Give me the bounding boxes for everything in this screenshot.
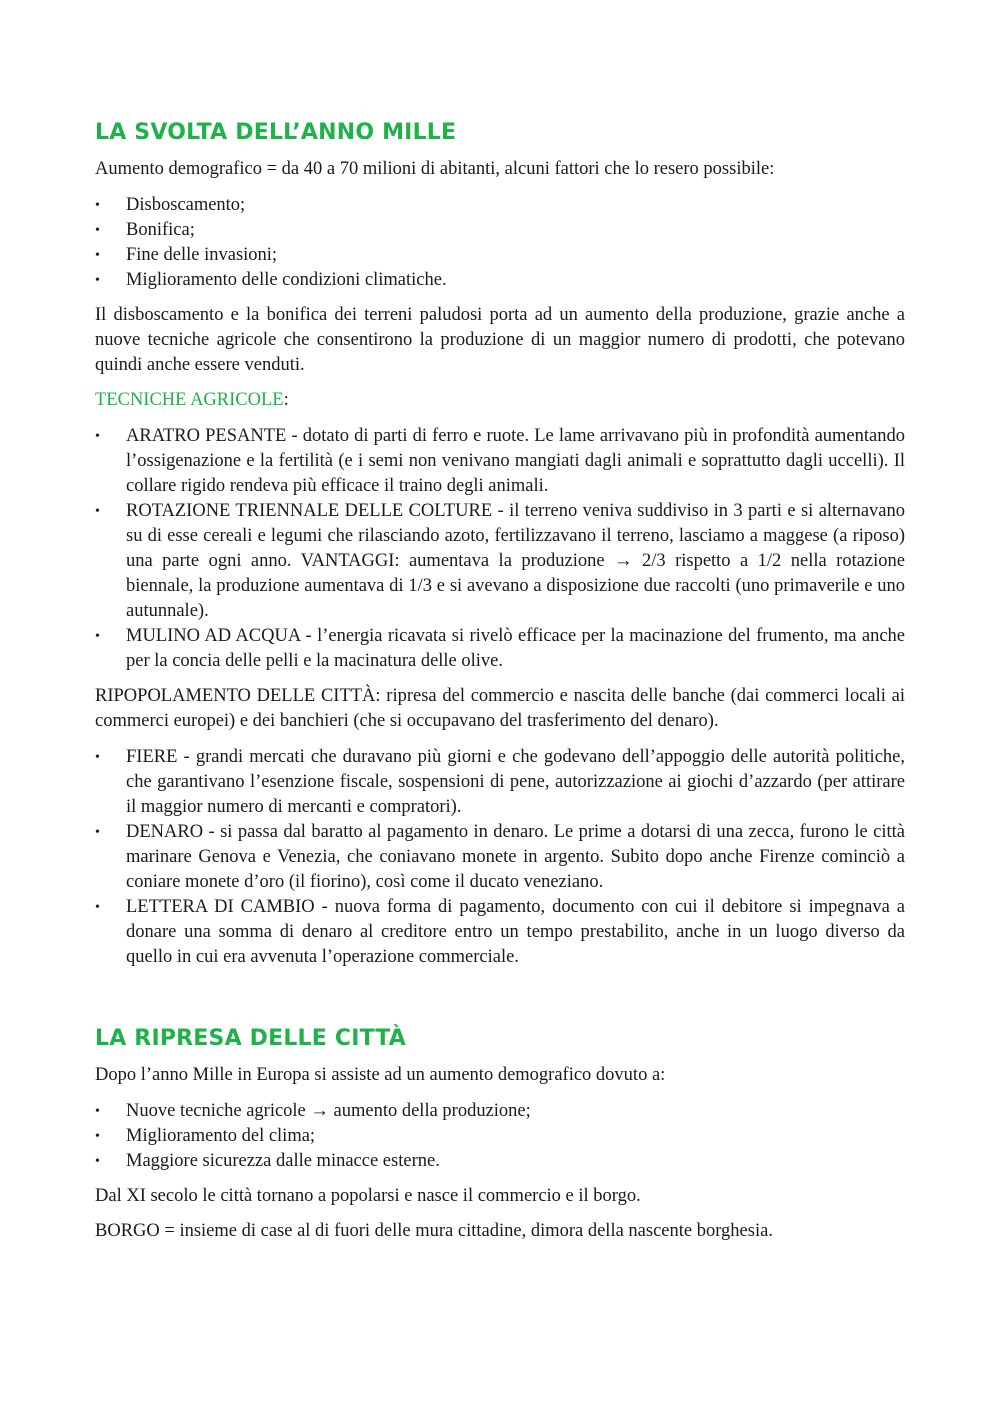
- document-page: [95, 0, 905, 1244]
- list-item: • Miglioramento del clima;: [95, 1124, 905, 1149]
- bullet-icon: •: [95, 223, 100, 238]
- bullet-icon: •: [95, 750, 100, 765]
- bullet-icon: •: [95, 825, 100, 840]
- section-title-svolta: LA SVOLTA DELL’ANNO MILLE: [95, 120, 457, 145]
- list-item: • Disboscamento;: [95, 193, 905, 218]
- bullet-icon: •: [95, 900, 100, 915]
- list-item: • LETTERA DI CAMBIO - nuova forma di pagamento, documento con cui il debitore si impegnava a donare una somma di denaro al creditore entro un tempo prestabilito, anche in un luogo diverso da quello in cui era avvenuta l’operazione commerciale.: [95, 897, 905, 967]
- list-item: • DENARO - si passa dal baratto al pagamento in denaro. Le prime a dotarsi di una zecca, furono le città marinare Genova e Venezia, che coniavano monete in argento. Subito dopo anche Firenze cominciò a coniare monete d’oro (il fiorino), così come il ducato veneziano.: [95, 822, 905, 892]
- bullet-icon: •: [95, 273, 100, 288]
- bullet-icon: •: [95, 1154, 100, 1169]
- commerce-list: [95, 745, 905, 970]
- bullet-icon: •: [95, 629, 100, 644]
- causes-list: [95, 1099, 905, 1174]
- list-item: • ARATRO PESANTE - dotato di parti di ferro e ruote. Le lame arrivavano più in profondità aumentando l’ossigenazione e la fertilità (e i semi non venivano mangiati dagli animali e soprattutto dagli uccelli). Il collare rigido rendeva più efficace il traino degli animali.: [95, 426, 905, 496]
- list-item: • ROTAZIONE TRIENNALE DELLE COLTURE - il terreno veniva suddiviso in 3 parti e si alternavano su di esse cereali e legumi che rilasciando azoto, fertilizzavano il terreno, lasciamo a maggese (a riposo) una parte ogni anno. VANTAGGI: aumentava la produzione → 2/3 rispetto a 1/2 nella rotazione biennale, la produzione aumentava di 1/3 e si avevano a disposizione due raccolti (uno primaverile e uno autunnale).: [95, 501, 905, 621]
- bullet-icon: •: [95, 1104, 100, 1119]
- list-item: • FIERE - grandi mercati che duravano più giorni e che godevano dell’appoggio delle autorità politiche, che garantivano l’esenzione fiscale, sospensioni di pene, autorizzazione ai giochi d’azzardo (per attirare il maggior numero di mercanti e compratori).: [95, 747, 905, 817]
- bullet-icon: •: [95, 429, 100, 444]
- list-item: • Miglioramento delle condizioni climatiche.: [95, 268, 905, 293]
- list-item: • Bonifica;: [95, 218, 905, 243]
- factors-list: [95, 193, 905, 293]
- techniques-list: [95, 424, 905, 674]
- bullet-icon: •: [95, 1129, 100, 1144]
- techniques-heading: TECNICHE AGRICOLE:: [95, 390, 289, 410]
- list-item: • MULINO AD ACQUA - l’energia ricavata si rivelò efficace per la macinazione del frumento, ma anche per la concia delle pelli e la macinatura delle olive.: [95, 626, 905, 671]
- body-paragraph: Dal XI secolo le città tornano a popolarsi e nasce il commercio e il borgo.: [95, 1186, 641, 1206]
- body-paragraph: BORGO = insieme di case al di fuori delle mura cittadine, dimora della nascente borghesia.: [95, 1221, 773, 1241]
- list-item: • Maggiore sicurezza dalle minacce esterne.: [95, 1149, 905, 1174]
- intro-paragraph: Aumento demografico = da 40 a 70 milioni di abitanti, alcuni fattori che lo resero possibile:: [95, 159, 775, 179]
- bullet-icon: •: [95, 198, 100, 213]
- intro-paragraph: Dopo l’anno Mille in Europa si assiste ad un aumento demografico dovuto a:: [95, 1065, 666, 1085]
- body-paragraph: Il disboscamento e la bonifica dei terreni paludosi porta ad un aumento della produzione, grazie anche a nuove tecniche agricole che consentirono la produzione di un maggior numero di prodotti, che potevano quindi anche essere venduti.: [95, 305, 905, 375]
- section-title-ripresa: LA RIPRESA DELLE CITTÀ: [95, 1026, 407, 1051]
- list-item: • Fine delle invasioni;: [95, 243, 905, 268]
- bullet-icon: •: [95, 248, 100, 263]
- bullet-icon: •: [95, 504, 100, 519]
- body-paragraph: RIPOPOLAMENTO DELLE CITTÀ: ripresa del commercio e nascita delle banche (dai commerci locali ai commerci europei) e dei banchieri (che si occupavano del trasferimento del denaro).: [95, 686, 905, 731]
- list-item: • Nuove tecniche agricole → aumento della produzione;: [95, 1099, 905, 1124]
